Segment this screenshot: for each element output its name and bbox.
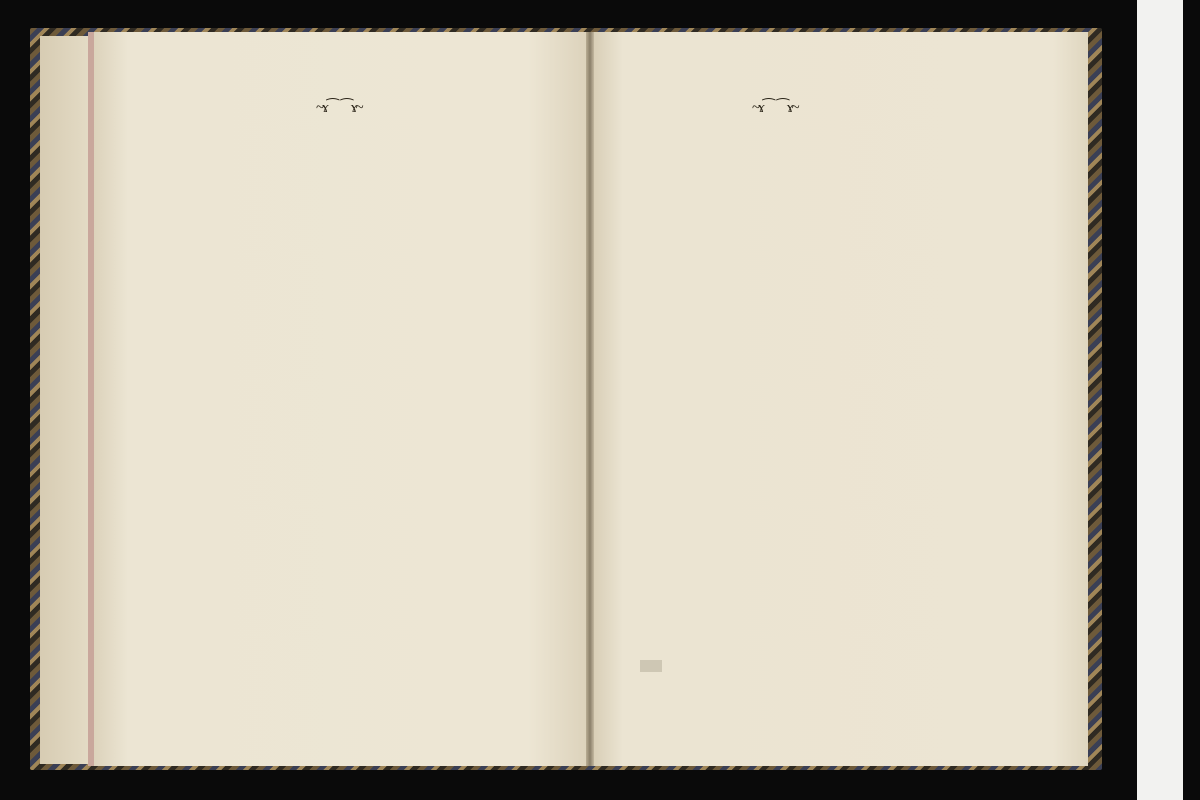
right-page-header <box>752 98 798 117</box>
flourish-icon: ~ɤ⁀ <box>316 100 337 116</box>
ink-stain <box>640 660 662 672</box>
book-gutter <box>586 32 594 766</box>
left-page-header <box>316 98 362 117</box>
measurement-ruler <box>1137 0 1183 800</box>
flourish-icon: ~ɤ⁀ <box>752 100 773 116</box>
flourish-icon: ⁀ɤ~ <box>340 100 362 116</box>
left-page <box>88 32 588 766</box>
right-page <box>593 32 1088 766</box>
flourish-icon: ⁀ɤ~ <box>776 100 798 116</box>
